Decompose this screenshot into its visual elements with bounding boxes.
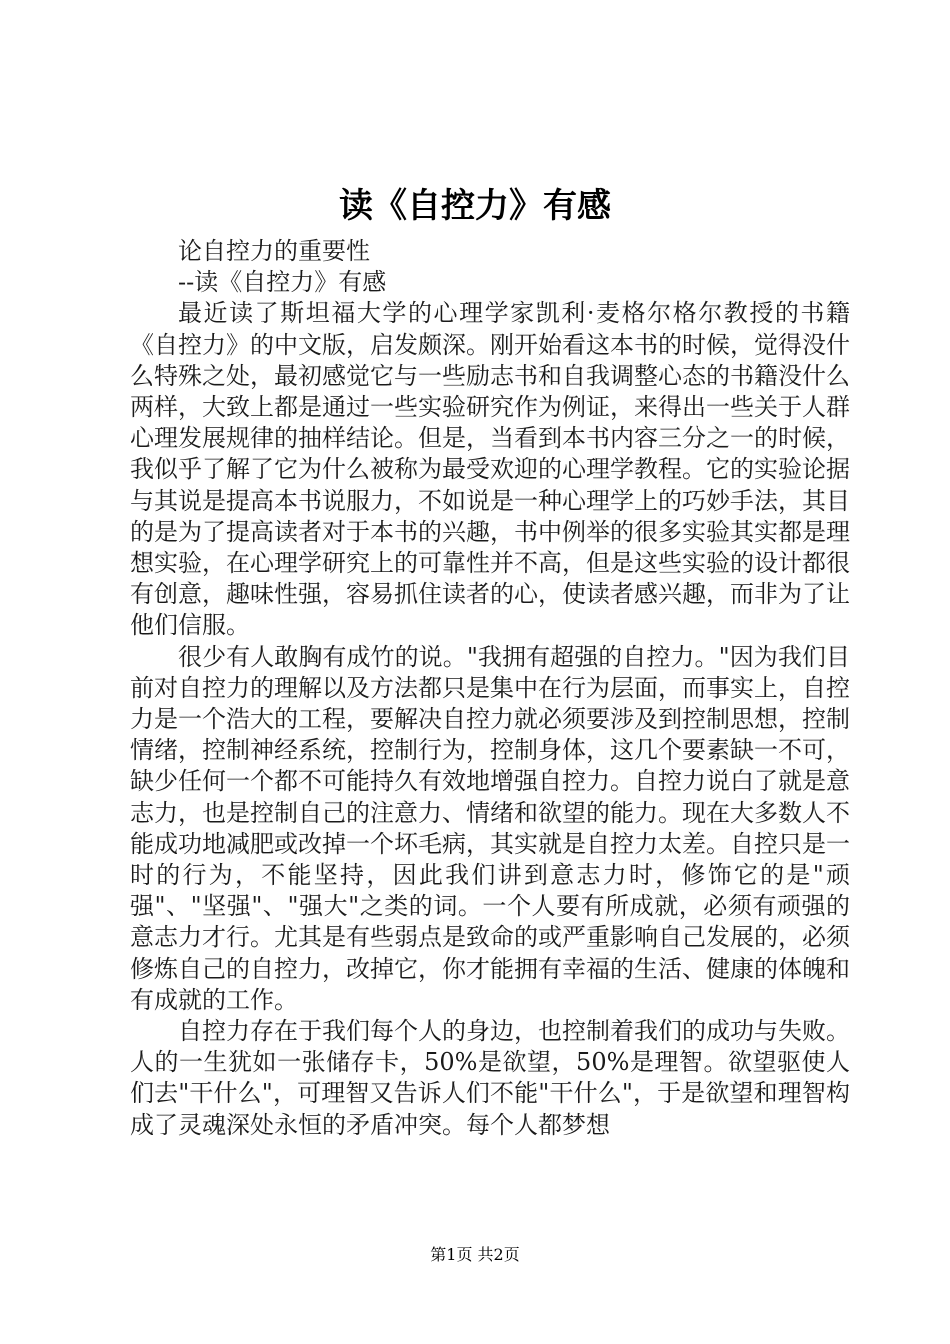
paragraph-1: 最近读了斯坦福大学的心理学家凯利·麦格尔格尔教授的书籍《自控力》的中文版，启发颇深。刚开始看这本书的时候，觉得没什么特殊之处，最初感觉它与一些励志书和自我调整心态的书籍没什么两样，大致上都是通过一些实验研究作为例证，来得出一些关于人群心理发展规律的抽样结论。但是，当看到本书内容三分之一的时候，我似乎了解了它为什么被称为最受欢迎的心理学教程。它的实验论据与其说是提高本书说服力，不如说是一种心理学上的巧妙手法，其目的是为了提高读者对于本书的兴趣，书中例举的很多实验其实都是理想实验，在心理学研究上的可靠性并不高，但是这些实验的设计都很有创意，趣味性强，容易抓住读者的心，使读者感兴趣，而非为了让他们信服。 [130,299,850,640]
document-body [130,236,850,1141]
paragraph-2: 很少有人敢胸有成竹的说。"我拥有超强的自控力。"因为我们目前对自控力的理解以及方法都只是集中在行为层面，而事实上，自控力是一个浩大的工程，要解决自控力就必须要涉及到控制思想，控制情绪，控制神经系统，控制行为，控制身体，这几个要素缺一不可，缺少任何一个都不可能持久有效地增强自控力。自控力说白了就是意志力，也是控制自己的注意力、情绪和欲望的能力。现在大多数人不能成功地减肥或改掉一个坏毛病，其实就是自控力太差。自控只是一时的行为，不能坚持，因此我们讲到意志力时，修饰它的是"顽强"、"坚强"、"强大"之类的词。一个人要有所成就，必须有顽强的意志力才行。尤其是有些弱点是致命的或严重影响自己发展的，必须修炼自己的自控力，改掉它，你才能拥有幸福的生活、健康的体魄和有成就的工作。 [130,642,850,1014]
paragraph-subtitle: 论自控力的重要性 [178,237,370,265]
page-number-footer: 第1页 共2页 [430,1245,520,1264]
document-title: 读《自控力》有感 [339,186,611,226]
paragraph-subtitle-2: --读《自控力》有感 [178,268,387,297]
paragraph-3: 自控力存在于我们每个人的身边，也控制着我们的成功与失败。人的一生犹如一张储存卡，50%是欲望，50%是理智。欲望驱使人们去"干什么"，可理智又告诉人们不能"干什么"，于是欲望和理智构成了灵魂深处永恒的矛盾冲突。每个人都梦想 [130,1017,850,1139]
